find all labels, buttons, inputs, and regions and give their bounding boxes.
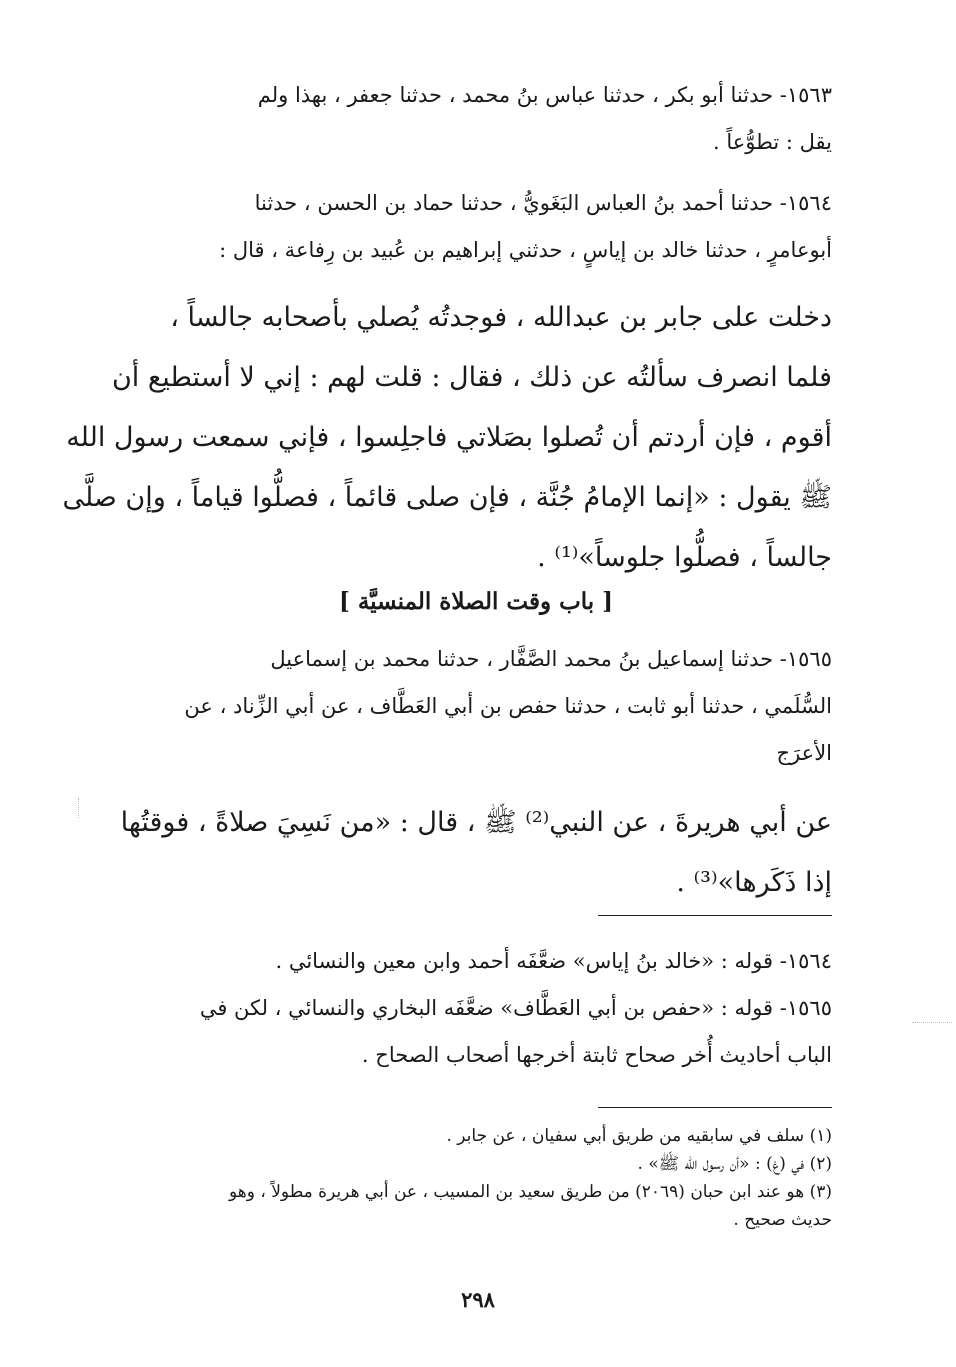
- text-line: دخلت على جابر بن عبدالله ، فوجدتُه يُصلي بأصحابه جالساً ،: [170, 302, 832, 333]
- text-line: ١٥٦٣- حدثنا أبو بكر ، حدثنا عباس بنُ محمد ، حدثنا جعفر ، بهذا ولم: [257, 83, 832, 107]
- footnote-divider: [598, 1107, 832, 1108]
- footnote-line: (٣) هو عند ابن حبان (٢٠٦٩) من طريق سعيد بن المسيب ، عن أبي هريرة مطولاً ، وهو: [228, 1182, 832, 1202]
- margin-mark: [912, 1022, 952, 1023]
- text-line: جالساً ، فصلُّوا جلوساً»⁽¹⁾ .: [537, 542, 832, 573]
- text-line: فلما انصرف سألتُه عن ذلك ، فقال : قلت لهم : إني لا أستطيع أن: [111, 362, 832, 393]
- text-line: ١٥٦٤- حدثنا أحمد بنُ العباس البَغَويُّ ، حدثنا حماد بن الحسن ، حدثنا: [254, 191, 832, 215]
- text-line: الأعرَج: [776, 741, 832, 765]
- text-line: إذا ذَكَرها»⁽³⁾ .: [676, 867, 832, 898]
- hadith-1564-chain: [120, 180, 832, 274]
- text-line: أقوم ، فإن أردتم أن تُصلوا بصَلاتي فاجلِسوا ، فإني سمعت رسول الله: [66, 422, 832, 453]
- footnote-line: (٢) في (غ) : «أن رسول الله ﷺ» .: [637, 1154, 832, 1174]
- footnotes: [120, 1122, 832, 1234]
- text-line: عن أبي هريرةَ ، عن النبي⁽²⁾ ﷺ ، قال : «من نَسِيَ صلاةً ، فوقتُها: [120, 807, 832, 838]
- hadith-1565-text: [120, 793, 832, 913]
- text-line: ١٥٦٥- حدثنا إسماعيل بنُ محمد الصَّفَّار ، حدثنا محمد بن إسماعيل: [270, 647, 832, 671]
- text-line: السُّلَمي ، حدثنا أبو ثابت ، حدثنا حفص بن أبي العَطَّاف ، عن أبي الزِّناد ، عن: [184, 694, 832, 718]
- hadith-1563: [120, 72, 832, 166]
- commentary: [120, 938, 832, 1079]
- chapter-heading: [ باب وقت الصلاة المنسيَّة ]: [338, 588, 614, 615]
- margin-mark: [78, 798, 79, 818]
- commentary-divider: [598, 915, 832, 916]
- text-line: أبوعامرٍ ، حدثنا خالد بن إياسٍ ، حدثني إبراهيم بن عُبيد بن رِفاعة ، قال :: [219, 238, 832, 262]
- page-number: ٢٩٨: [461, 1287, 495, 1312]
- text-line: يقل : تطوُّعاً .: [713, 130, 832, 154]
- footnote-line: (١) سلف في سابقيه من طريق أبي سفيان ، عن جابر .: [446, 1126, 832, 1146]
- footnote-line: حديث صحيح .: [733, 1210, 832, 1230]
- commentary-line: الباب أحاديث أُخر صحاح ثابتة أخرجها أصحاب الصحاح .: [361, 1043, 832, 1067]
- hadith-1564-text: [62, 288, 832, 588]
- commentary-line: ١٥٦٤- قوله : «خالد بنُ إياس» ضعَّفَه أحمد وابن معين والنسائي .: [275, 949, 832, 973]
- commentary-line: ١٥٦٥- قوله : «حفص بن أبي العَطَّاف» ضعَّفَه البخاري والنسائي ، لكن في: [199, 996, 832, 1020]
- hadith-1565-chain: [120, 636, 832, 777]
- text-line: ﷺ يقول : «إنما الإمامُ جُنَّة ، فإن صلى قائماً ، فصلُّوا قياماً ، وإن صلَّى: [62, 482, 832, 513]
